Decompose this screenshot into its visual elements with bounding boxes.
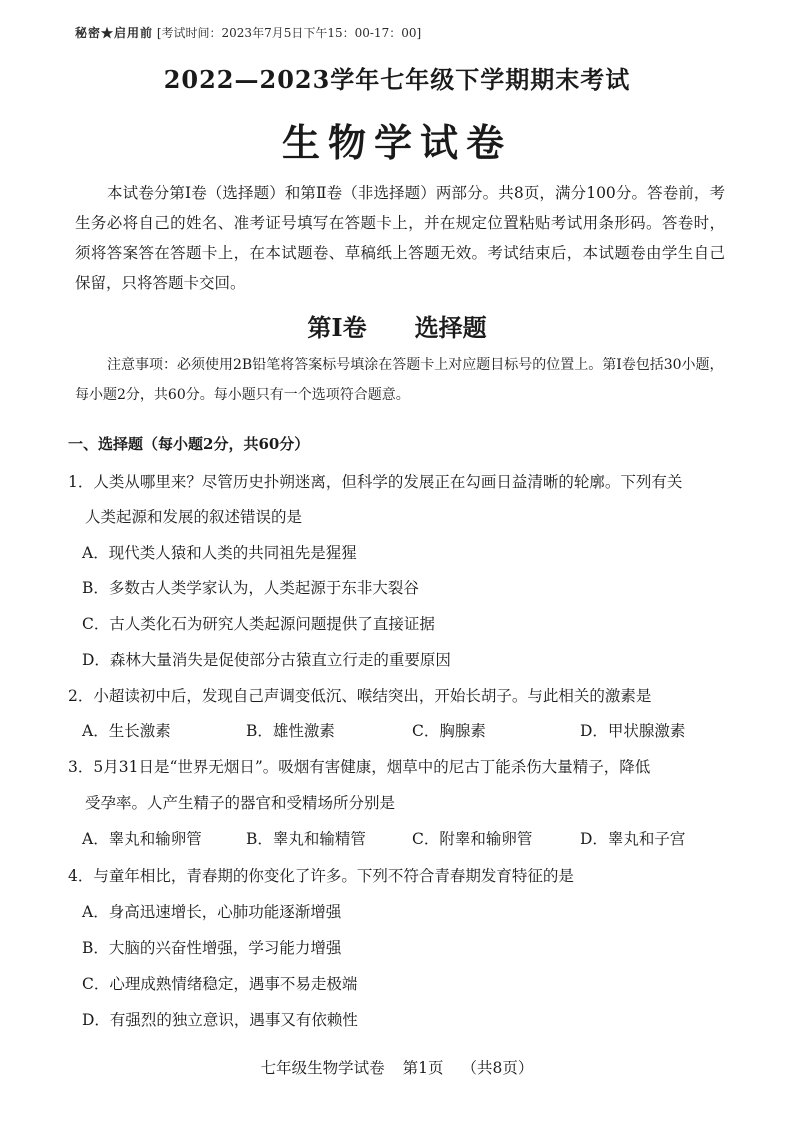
question-3-option-b: B．睾丸和输精管 xyxy=(246,830,366,848)
question-4-option-a: A．身高迅速增长，心肺功能逐渐增强 xyxy=(82,903,342,921)
question-3-stem-cont: 受孕率。人产生精子的器官和受精场所分别是 xyxy=(85,794,396,812)
question-3-stem: 3．5月31日是“世界无烟日”。吸烟有害健康，烟草中的尼古丁能杀伤大量精子，降低 xyxy=(68,758,651,776)
question-1-stem-cont: 人类起源和发展的叙述错误的是 xyxy=(85,508,303,526)
exam-header xyxy=(75,24,421,41)
exam-instructions: 本试卷分第Ⅰ卷（选择题）和第Ⅱ卷（非选择题）两部分。共8页，满分100分。答卷前，考生务必将自己的姓名、准考证号填写在答题卡上，并在规定位置粘贴考试用条形码。答卷时，须将答案答在答题卡上，在本试题卷、草稿纸上答题无效。考试结束后，本试题卷由学生自己保留，只将答题卡交回。 xyxy=(75,184,725,292)
notice-text: 注意事项：必须使用2B铅笔将答案标号填涂在答题卡上对应题目标号的位置上。第Ⅰ卷包括30小题，每小题2分，共60分。每小题只有一个选项符合题意。 xyxy=(75,357,724,403)
question-2-option-a: A．生长激素 xyxy=(82,722,171,740)
question-4-option-b: B．大脑的兴奋性增强，学习能力增强 xyxy=(82,939,342,957)
section-type: 选择题 xyxy=(414,313,487,342)
question-1-option-c: C．古人类化石为研究人类起源问题提供了直接证据 xyxy=(82,615,435,633)
part-heading: 一、选择题（每小题2分，共60分） xyxy=(68,435,310,453)
exam-title: 2022—2023学年七年级下学期期末考试 xyxy=(163,65,631,94)
question-2-option-d: D．甲状腺激素 xyxy=(580,722,686,740)
footer-paper-name: 七年级生物学试卷 xyxy=(260,1059,385,1077)
question-3-option-d: D．睾丸和子宫 xyxy=(580,830,686,848)
question-1-stem: 1．人类从哪里来？尽管历史扑朔迷离，但科学的发展正在勾画日益清晰的轮廓。下列有关 xyxy=(68,473,683,491)
page-footer xyxy=(0,1056,794,1078)
question-3-option-a: A．睾丸和输卵管 xyxy=(82,830,202,848)
section-title xyxy=(0,308,794,343)
question-1-option-d: D．森林大量消失是促使部分古猿直立行走的重要原因 xyxy=(82,651,451,669)
section-name: 第Ⅰ卷 xyxy=(307,313,367,342)
exam-time: [考试时间：2023年7月5日下午15：00-17：00] xyxy=(156,26,422,40)
question-2-option-b: B．雄性激素 xyxy=(246,722,335,740)
confidential-label: 秘密★启用前 xyxy=(75,26,154,40)
question-1-option-a: A．现代类人猿和人类的共同祖先是猩猩 xyxy=(82,544,357,562)
question-3-option-c: C．附睾和输卵管 xyxy=(412,830,533,848)
question-4-option-d: D．有强烈的独立意识，遇事又有依赖性 xyxy=(82,1011,358,1029)
question-4-stem: 4．与童年相比，青春期的你变化了许多。下列不符合青春期发育特征的是 xyxy=(68,867,574,885)
footer-page-number: 第1页 xyxy=(402,1059,444,1077)
question-4-option-c: C．心理成熟情绪稳定，遇事不易走极端 xyxy=(82,975,358,993)
question-1-option-b: B．多数古人类学家认为，人类起源于东非大裂谷 xyxy=(82,579,419,597)
subject-title: 生物学试卷 xyxy=(281,120,512,165)
footer-total-pages: （共8页） xyxy=(461,1059,534,1077)
question-2-stem: 2．小超读初中后，发现自己声调变低沉、喉结突出，开始长胡子。与此相关的激素是 xyxy=(68,687,652,705)
question-2-option-c: C．胸腺素 xyxy=(412,722,486,740)
